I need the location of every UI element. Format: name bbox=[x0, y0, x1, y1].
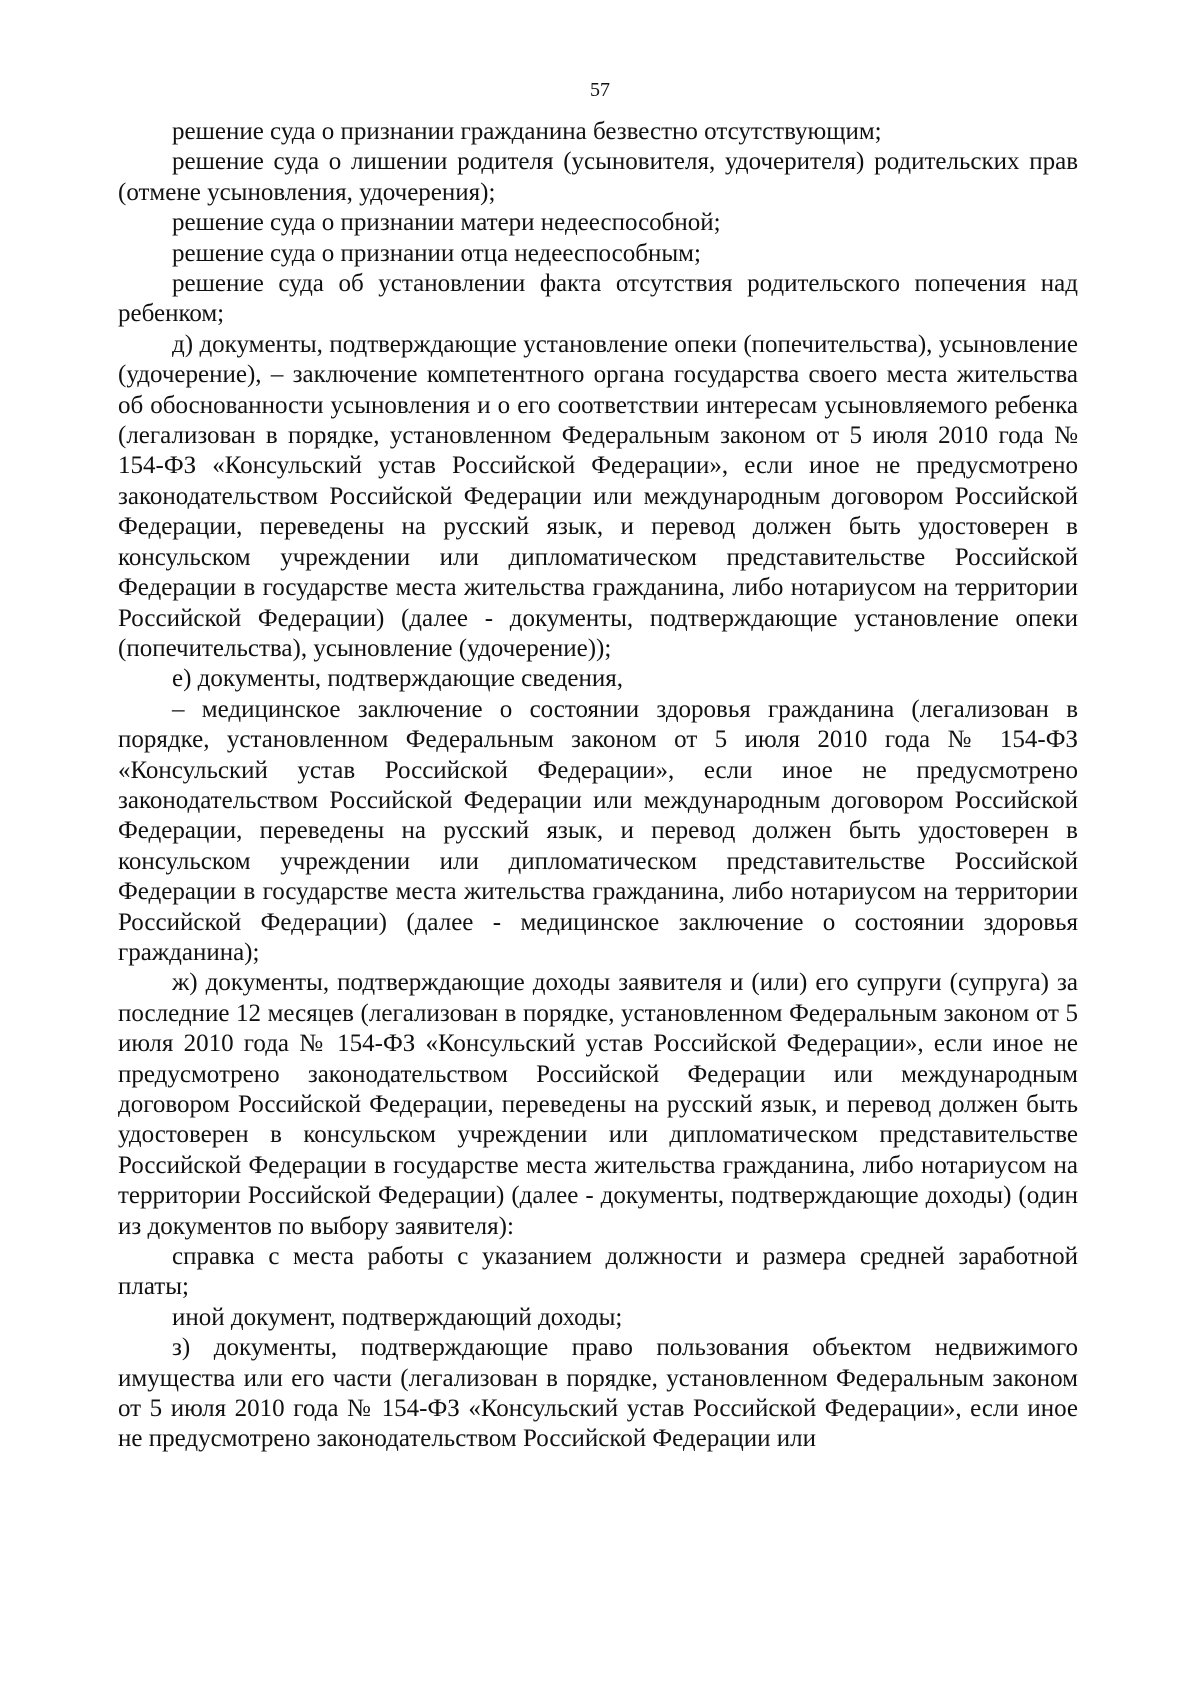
paragraph: ж) документы, подтверждающие доходы заявителя и (или) его супруги (супруга) за последние 12 месяцев (легализован в порядке, установленном Федеральным законом от 5 июля 2010 года № 154-ФЗ «Консульский устав Российской Федерации», если иное не предусмотрено законодательством Российской Федерации или международным договором Российской Федерации, переведены на русский язык, и перевод должен быть удостоверен в консульском учреждении или дипломатическом представительстве Российской Федерации в государстве места жительства гражданина, либо нотариусом на территории Российской Федерации) (далее - документы, подтверждающие доходы) (один из документов по выбору заявителя): bbox=[118, 969, 1078, 1240]
paragraph: решение суда о признании матери недееспособной; bbox=[172, 209, 721, 237]
paragraph: справка с места работы с указанием должности и размера средней заработной платы; bbox=[118, 1243, 1078, 1301]
paragraph: е) документы, подтверждающие сведения, bbox=[172, 665, 624, 693]
paragraph: иной документ, подтверждающий доходы; bbox=[172, 1303, 623, 1331]
paragraph: д) документы, подтверждающие установление опеки (попечительства), усыновление (удочерение), – заключение компетентного органа государства своего места жительства об обоснованности усыновления и о его соответствии интересам усыновляемого ребенка (легализован в порядке, установленном Федеральным законом от 5 июля 2010 года № 154-ФЗ «Консульский устав Российской Федерации», если иное не предусмотрено законодательством Российской Федерации или международным договором Российской Федерации, переведены на русский язык, и перевод должен быть удостоверен в консульском учреждении или дипломатическом представительстве Российской Федерации в государстве места жительства гражданина, либо нотариусом на территории Российской Федерации) (далее - документы, подтверждающие установление опеки (попечительства), усыновление (удочерение)); bbox=[118, 330, 1078, 662]
paragraph: – медицинское заключение о состоянии здоровья гражданина (легализован в порядке, установленном Федеральным законом от 5 июля 2010 года № 154-ФЗ «Консульский устав Российской Федерации», если иное не предусмотрено законодательством Российской Федерации или международным договором Российской Федерации, переведены на русский язык, и перевод должен быть удостоверен в консульском учреждении или дипломатическом представительстве Российской Федерации в государстве места жительства гражданина, либо нотариусом на территории Российской Федерации) (далее - медицинское заключение о состоянии здоровья гражданина); bbox=[118, 695, 1078, 966]
page-number: 57 bbox=[590, 79, 610, 101]
paragraph: з) документы, подтверждающие право пользования объектом недвижимого имущества или его части (легализован в порядке, установленном Федеральным законом от 5 июля 2010 года № 154-ФЗ «Консульский устав Российской Федерации», если иное не предусмотрено законодательством Российской Федерации или bbox=[118, 1334, 1078, 1453]
paragraph: решение суда об установлении факта отсутствия родительского попечения над ребенком; bbox=[118, 270, 1078, 328]
paragraph: решение суда о лишении родителя (усыновителя, удочерителя) родительских прав (отмене усыновления, удочерения); bbox=[118, 148, 1078, 206]
paragraph: решение суда о признании гражданина безвестно отсутствующим; bbox=[172, 118, 882, 145]
document-body bbox=[118, 117, 1078, 1455]
paragraph: решение суда о признании отца недееспособным; bbox=[172, 239, 701, 267]
